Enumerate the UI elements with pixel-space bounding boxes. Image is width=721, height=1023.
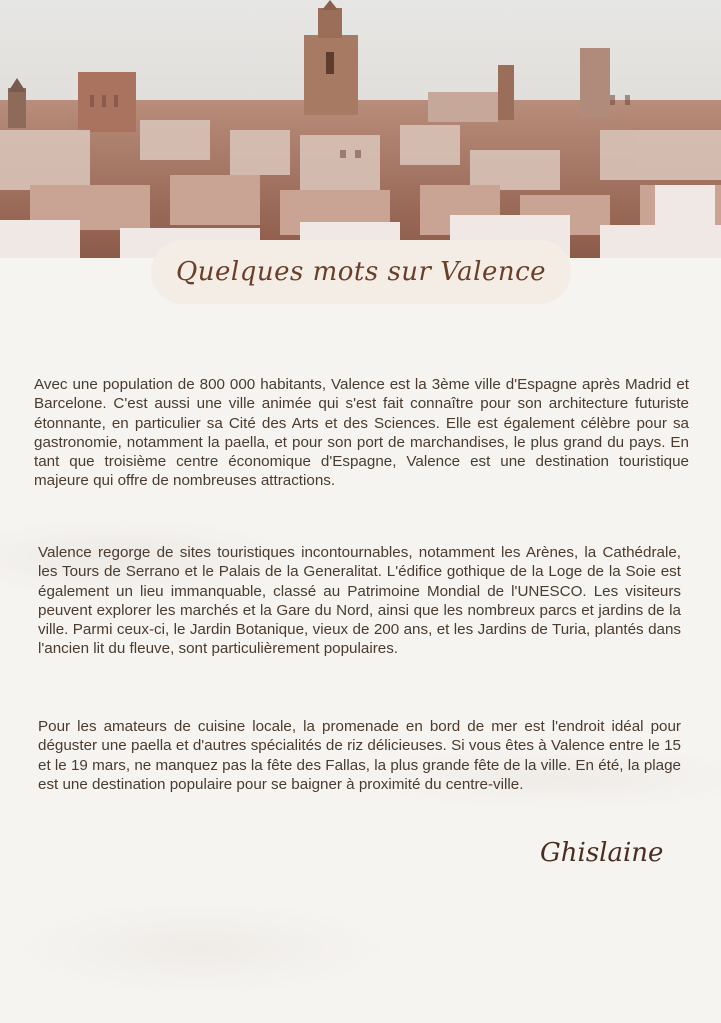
paragraph-sights: Valence regorge de sites touristiques incontournables, notamment les Arènes, la Cathédrale, les Tours de Serrano et le Palais de la Generalitat. L'édifice gothique de la Loge de la Soie est également un lieu immanquable, classé au Patrimoine Mondial de l'UNESCO. Les visiteurs peuvent explorer les marchés et la Gare du Nord, ainsi que les nombreux parcs et jardins de la ville. Parmi ceux-ci, le Jardin Botanique, vieux de 200 ans, et les Jardins de Turia, plantés dans l'ancien lit du fleuve, sont particulièrement populaires. xyxy=(38,544,681,658)
paragraph-intro: Avec une population de 800 000 habitants, Valence est la 3ème ville d'Espagne après Madrid et Barcelone. C'est aussi une ville animée qui s'est fait connaître pour son architecture futuriste étonnante, en particulier sa Cité des Arts et des Sciences. Elle est également célèbre pour sa gastronomie, notamment la paella, et pour son port de marchandises, le plus grand du pays. En tant que troisième centre économique d'Espagne, Valence est une destination touristique majeure qui offre de nombreuses attractions. xyxy=(34,376,689,490)
city-skyline-photo xyxy=(0,0,721,258)
title-banner xyxy=(151,240,571,304)
page-title: Quelques mots sur Valence xyxy=(175,257,547,287)
paragraph-food: Pour les amateurs de cuisine locale, la promenade en bord de mer est l'endroit idéal pour déguster une paella et d'autres spécialités de riz délicieuses. Si vous êtes à Valence entre le 15 et le 19 mars, ne manquez pas la fête des Fallas, la plus grande fête de la ville. En été, la plage est une destination populaire pour se baigner à proximité du centre-ville. xyxy=(38,718,681,793)
skyline-illustration xyxy=(0,0,721,258)
signature: Ghislaine xyxy=(540,838,664,868)
